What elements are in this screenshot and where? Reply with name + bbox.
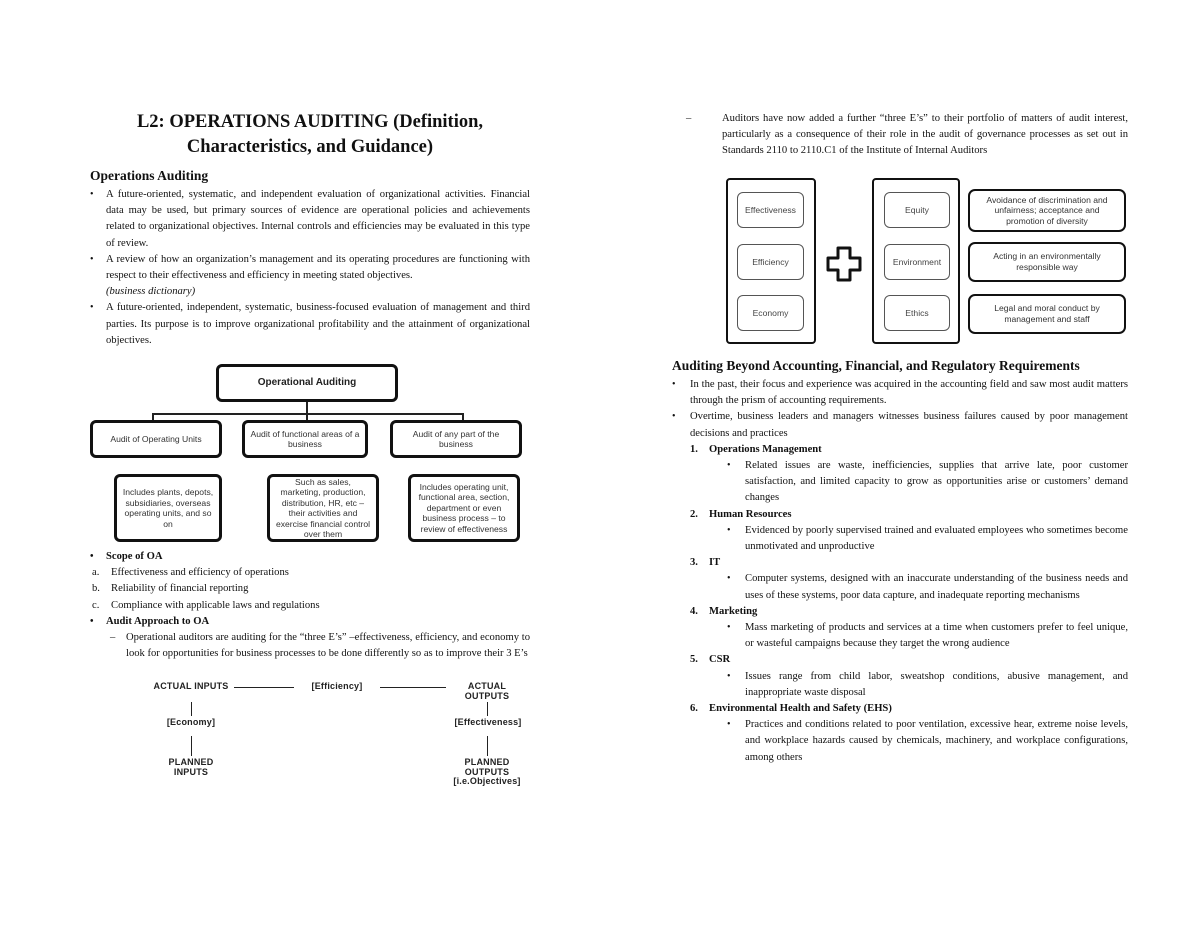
environment-description-box: Acting in an environmentally responsible way — [968, 242, 1126, 282]
diagram-mid-box-any-part: Audit of any part of the business — [390, 420, 522, 458]
area-title: 1. Operations Management — [690, 443, 822, 455]
ethics-description-box: Legal and moral conduct by management and staff — [968, 294, 1126, 334]
efficiency-label: [Efficiency] — [311, 681, 363, 691]
area-title: 4. Marketing — [690, 605, 758, 617]
actual-outputs-label: ACTUAL OUTPUTS — [464, 681, 510, 701]
bullet-item: • In the past, their focus and experience was acquired in the accounting field and saw most audit matters through the prism of accounting requirements. — [672, 377, 1128, 409]
equity-box: Equity — [884, 192, 950, 228]
definition-item: • A review of how an organization’s management and its operating procedures are functioning with respect to their effectiveness and efficiency in meeting stated objectives. (business dictionary) — [90, 252, 530, 301]
scope-item: a. Effectiveness and efficiency of operations — [92, 567, 289, 579]
definition-item: • A future-oriented, independent, systematic, business-focused evaluation of management and third parties. Its purpose is to improve organizational profitability and the attainment of organizational objectives. — [90, 300, 530, 349]
approach-item: – Operational auditors are auditing for the “three E’s” –effectiveness, efficiency, and economy to look for opportunities for business processes to be done differently so as to improve their 3 E’s — [110, 632, 530, 660]
connector-line — [487, 702, 488, 716]
area-description: • Practices and conditions related to poor ventilation, excessive hear, extreme noise levels, and workplace hazards caused by chemicals, machinery, and workplace configurations, among others — [727, 717, 1128, 766]
effectiveness-box: Effectiveness — [737, 192, 804, 228]
bullet-item: • Overtime, business leaders and managers witnesses business failures caused by poor management decisions and practices — [672, 409, 1128, 441]
scope-item: c. Compliance with applicable laws and regulations — [92, 599, 320, 611]
title-line-1: L2: OPERATIONS AUDITING (Definition, — [136, 112, 484, 132]
approach-heading: • Audit Approach to OA — [90, 614, 530, 630]
ethics-box: Ethics — [884, 295, 950, 331]
area-title: 6. Environmental Health and Safety (EHS) — [690, 703, 892, 715]
area-description: • Issues range from child labor, sweatshop conditions, abusive management, and inappropriate waste disposal — [727, 669, 1128, 701]
actual-inputs-label: ACTUAL INPUTS — [153, 681, 229, 691]
diagram-bottom-box-functional-areas: Such as sales, marketing, production, distribution, HR, etc – their activities and exercise financial control over them — [267, 474, 379, 542]
planned-inputs-label: PLANNED INPUTS — [168, 757, 214, 777]
objectives-label: [i.e.Objectives] — [453, 776, 521, 786]
connector-line — [487, 736, 488, 756]
definition-item: • A future-oriented, systematic, and independent evaluation of organizational activities. Financial data may be used, but primary sources of evidence are operational policies and achievements related to organizational objectives. Internal controls and efficiencies may be evaluated in this type of review. — [90, 187, 530, 252]
area-title: 5. CSR — [690, 654, 731, 666]
scope-heading: • Scope of OA — [90, 549, 530, 565]
scope-item: b. Reliability of financial reporting — [92, 583, 249, 595]
title-line-2: Characteristics, and Guidance) — [186, 137, 434, 157]
diagram-mid-box-operating-units: Audit of Operating Units — [90, 420, 222, 458]
diagram-root-box: Operational Auditing — [216, 364, 398, 402]
effectiveness-label: [Effectiveness] — [454, 717, 522, 727]
diagram-bottom-box-any-part: Includes operating unit, functional area, section, department or even business process – to review of effectiveness — [408, 474, 520, 542]
expanded-three-e-diagram — [726, 178, 1126, 348]
diagram-mid-box-functional-areas: Audit of functional areas of a business — [242, 420, 368, 458]
scope-section — [90, 549, 530, 662]
efficiency-box: Efficiency — [737, 244, 804, 280]
area-description: • Computer systems, designed with an inaccurate understanding of the business needs and uses of these systems, poor data capture, and inadequate reporting mechanisms — [727, 571, 1128, 603]
page-title — [90, 110, 530, 160]
connector-line — [191, 736, 192, 756]
section-heading-beyond-accounting: Auditing Beyond Accounting, Financial, and Regulatory Requirements — [672, 358, 1080, 373]
equity-description-box: Avoidance of discrimination and unfairness; acceptance and promotion of diversity — [968, 189, 1126, 232]
plus-icon — [826, 246, 862, 282]
three-e-intro: – Auditors have now added a further “three E’s” to their portfolio of matters of audit interest, particularly as a consequence of their role in the audit of governance processes as set out in Standards 2110 to 2110.C1 of the Institute of Internal Auditors — [686, 113, 1128, 157]
connector-line — [380, 687, 446, 688]
three-e-flow-diagram — [152, 682, 532, 792]
failure-areas-list — [672, 442, 1128, 766]
connector-line — [234, 687, 294, 688]
section-heading-operations-auditing: Operations Auditing — [90, 168, 209, 183]
beyond-accounting-content — [672, 377, 1128, 766]
area-description: • Evidenced by poorly supervised trained and evaluated employees who sometimes become unmotivated and unproductive — [727, 523, 1128, 555]
operational-auditing-diagram — [90, 362, 530, 547]
diagram-bottom-box-operating-units: Includes plants, depots, subsidiaries, overseas operating units, and so on — [114, 474, 222, 542]
planned-outputs-label: PLANNED OUTPUTS [i.e.Objectives] — [442, 758, 532, 787]
area-description: • Related issues are waste, inefficiencies, supplies that arrive late, poor customer satisfaction, and limited capacity to grow as opportunities arise or customers’ demand changes — [727, 458, 1128, 507]
area-description: • Mass marketing of products and services at a time when customers prefer to feel unique, or wasteful campaigns because they target the wrong audience — [727, 620, 1128, 652]
source-citation: (business dictionary) — [106, 286, 196, 298]
area-title: 3. IT — [690, 557, 721, 569]
economy-box: Economy — [737, 295, 804, 331]
scope-list — [90, 565, 530, 614]
environment-box: Environment — [884, 244, 950, 280]
area-title: 2. Human Resources — [690, 508, 792, 520]
connector-line — [191, 702, 192, 716]
economy-label: [Economy] — [166, 717, 216, 727]
definitions-list — [90, 187, 530, 349]
